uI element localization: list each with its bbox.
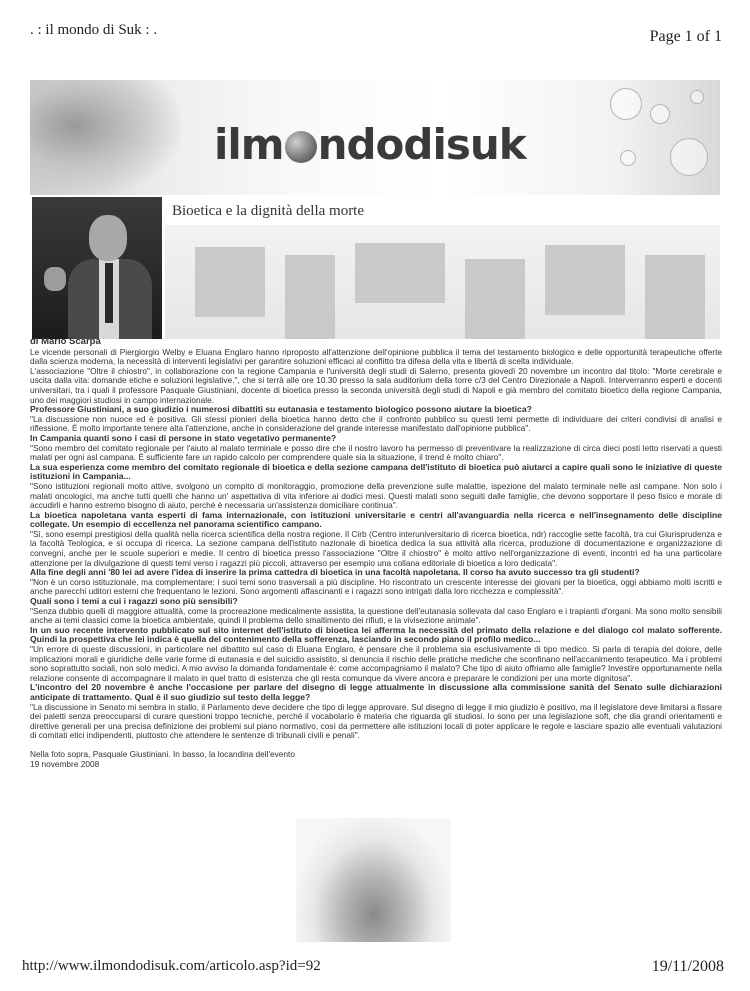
article-paragraph: "Senza dubbio quelli di maggiore attualità, come la procreazione medicalmente assistita, la questione dell'eutanasia sollevata dal caso Englaro e i trapianti d'organi. Ma sono molto sensibili anche ai temi classici come la bioetica ambientale, quindi il problema dello smaltimento dei rifiuti, e la vivisezione animale". xyxy=(30,605,722,626)
interview-question: Professore Giustiniani, a suo giudizio i numerosi dibattiti su eutanasia e testamento biologico possono aiutare la bioetica? xyxy=(30,404,532,415)
logo-text-end: ndodisuk xyxy=(317,120,526,169)
article-paragraph: "Sì, sono esempi prestigiosi della qualità nella ricerca scientifica della nostra regione. Il Cirb (Centro interuniversitario di ricerca bioetica, ndr) raccoglie sette facoltà, tra cui Giurisprudenza e la facoltà Teologica, e si occupa di ricerca. La sezione campana dell'istituto nazionale di bioetica dedica la sua attività alla ricerca, produzione di documentazione e organizzazione di convegni, anche per le scuole superiori e medie. Il centro di bioetica presso l'associazione "Oltre il chiostro" è molto attivo nell'organizzazione di eventi, incontri ed ha una particolare attenzione per la divulgazione di questi temi verso i ragazzi più piccoli, attraverso per esempio una collana editoriale di bioetica a loro dedicata". xyxy=(30,528,722,568)
interview-question: La bioetica napoletana vanta esperti di fama internazionale, con istituzioni universitarie e centri all'avanguardia nella ricerca e nell'insegnamento delle discipline collegate. Un esempio di eccellenza nel panorama scientifico campano. xyxy=(30,509,722,530)
globe-icon xyxy=(285,131,317,163)
article-paragraph: "Un errore di queste discussioni, in particolare nel dibattito sul caso di Eluana Englaro, è pensare che il problema sia esclusivamente di tipo medico. Si parla di terapia del dolore, delle implicazioni morali e giuridiche delle varie forme di eutanasia e del suicidio assistito, si denuncia il rischio delle pratiche mediche che sconfinano nell'accanimento terapeutico. Ma i problemi sono soprattutto sociali, non solo medici. A mio avviso la domanda fondamentale è: come accompagniamo il malato? Che tipo di aiuto offriamo alle famiglie? Investire opportunamente nella relazione consente di accompagnare il malato in quel tratto di esistenza che gli resta comunque da vivere ancora e preparare le condizioni per una morte dignitosa". xyxy=(30,644,722,683)
interview-question: In un suo recente intervento pubblicato sul sito internet dell'istituto di bioetica lei afferma la necessità del primato della relazione e del dialogo col malato sofferente. Quindi la prospettiva che lei indica è quella del contenimento della sofferenza, lasciando in secondo piano il profilo medico... xyxy=(30,624,722,645)
event-flyer-image xyxy=(296,818,451,942)
logo-text-start: ilm xyxy=(214,120,284,169)
photo-caption: Nella foto sopra, Pasquale Giustiniani. In basso, la locandina dell'evento xyxy=(30,748,295,759)
article-date: 19 novembre 2008 xyxy=(30,758,100,769)
speaker-photo xyxy=(32,197,162,339)
banner-leaf-graphic xyxy=(30,80,180,195)
interview-question: Quali sono i temi a cui i ragazzi sono più sensibili? xyxy=(30,596,238,607)
site-banner xyxy=(30,80,720,195)
article-body xyxy=(30,337,722,769)
article-paragraph: L'associazione "Oltre il chiostro", in collaborazione con la regione Campania e l'università degli studi di Salerno, presenta giovedì 20 novembre un incontro dal titolo: "Morte cerebrale e uscita dalla vita: domande etiche e soluzioni legislative.", che si terrà alle ore 10.30 presso la sala auditorium della torre c/3 del Centro Direzionale a Napoli. Interverranno esperti e docenti universitari, tra i quali il professore Pasquale Giustiniani, docente di bioetica presso la seconda università degli studi di Napoli e già membro del comitato bioetico della regione Campania, uno dei maggiori studiosi in campo internazionale. xyxy=(30,365,722,405)
article-paragraph: "Sono membro del comitato regionale per l'aiuto al malato terminale e posso dire che il nostro lavoro ha permesso di preventivare la realizzazione di circa dieci posti letto riservati a questi malati per ogni asl campana. È sufficiente fare un rapido calcolo per comprendere quale sia la situazione, il trend è molto chiaro". xyxy=(30,442,722,463)
article-paragraph: "Non è un corso istituzionale, ma complementare: i suoi temi sono trasversali a più discipline. Ho riscontrato un crescente interesse dei giovani per la bioetica, oggi abbiamo molti iscritti e anche parecchi uditori esterni che frequentano le lezioni. Sono argomenti affascinanti e i ragazzi sono intrigati dalla loro ricchezza e complessità". xyxy=(30,576,722,597)
print-header-page-label: Page 1 of 1 xyxy=(649,28,722,45)
article-paragraph: "Sono istituzioni regionali molto attive, svolgono un compito di monitoraggio, promozione della prevenzione sulle malattie, ispezione del malato terminale nelle asl campane. Non solo i malati oncologici, ma anche tutti quelli che hanno un' aspettativa di vita inferiore ai dodici mesi. Questi malati sono seguiti dalle famiglie, che devono sopportare il peso fisico e morale di accudirli e hanno estremo bisogno di aiuto, perché è necessaria un'assistenza domiciliare continua". xyxy=(30,480,722,511)
article-paragraph: Le vicende personali di Piergiorgio Welby e Eluana Englaro hanno riproposto all'attenzione dell'opinione pubblica il tema del testamento biologico e delle opportunità terapeutiche offerte dalla scienza moderna, la necessità di interventi legislativi per garantire soluzioni efficaci al conflitto tra difesa della vita e libertà di scelta individuale. xyxy=(30,346,722,367)
print-header-site-title: . : il mondo di Suk : . xyxy=(30,22,158,38)
print-footer-date: 19/11/2008 xyxy=(651,958,724,975)
print-footer-url: http://www.ilmondodisuk.com/articolo.asp?id=92 xyxy=(22,958,321,974)
interview-question: La sua esperienza come membro del comitato regionale di bioetica e della sezione campana dell'istituto di bioetica può aiutarci a capire quali sono le iniziative di queste istituzioni in Campania... xyxy=(30,461,722,482)
article-author: di Mario Scarpa xyxy=(30,336,101,347)
interview-question: Alla fine degli anni '80 lei ad avere l'idea di inserire la prima cattedra di bioetica in una facoltà napoletana. Il corso ha avuto successo tra gli studenti? xyxy=(30,567,640,578)
interview-question: L'incontro del 20 novembre è anche l'occasione per parlare del disegno di legge attualmente in discussione alla commissione sanità del Senato sulle dichiarazioni anticipate di trattamento. Qual è il suo giudizio sul testo della legge? xyxy=(30,682,722,702)
article-title: Bioetica e la dignità della morte xyxy=(172,203,365,219)
article-paragraph: "La discussione non nuoce ed è positiva. Gli stessi pionieri della bioetica hanno detto che il confronto pubblico su questi temi permette di individuare dei criteri condivisi di analisi e riflessione. È molto importante tenere alta l'attenzione, anche in considerazione del grande interesse manifestato dall'opinione pubblica". xyxy=(30,413,722,434)
article-paragraphs xyxy=(30,348,722,741)
interview-question: In Campania quanti sono i casi di persone in stato vegetativo permanente? xyxy=(30,432,337,443)
article-paragraph: "La discussione in Senato mi sembra in stallo, il Parlamento deve decidere che tipo di legge approvare. Sul disegno di legge il mio giudizio è positivo, ma il legislatore deve limitarsi a fissare dei paletti senza preoccuparsi di curare questioni troppo tecniche, perché il vocabolario è materia che riguarda gli studiosi. Io sono per una legislazione soft, che dia grandi orientamenti e direttive generali per una precisa definizione dei problemi sul piano normativo, così da permettere alle istituzioni locali di poter applicare le regole e lasciare spazio alle eventuali valutazioni di comitati etici indipendenti, piuttosto che attendere le sentenze di tribunali civili e penali". xyxy=(30,701,722,741)
event-poster-image xyxy=(165,225,720,339)
site-logo[interactable] xyxy=(214,120,526,169)
